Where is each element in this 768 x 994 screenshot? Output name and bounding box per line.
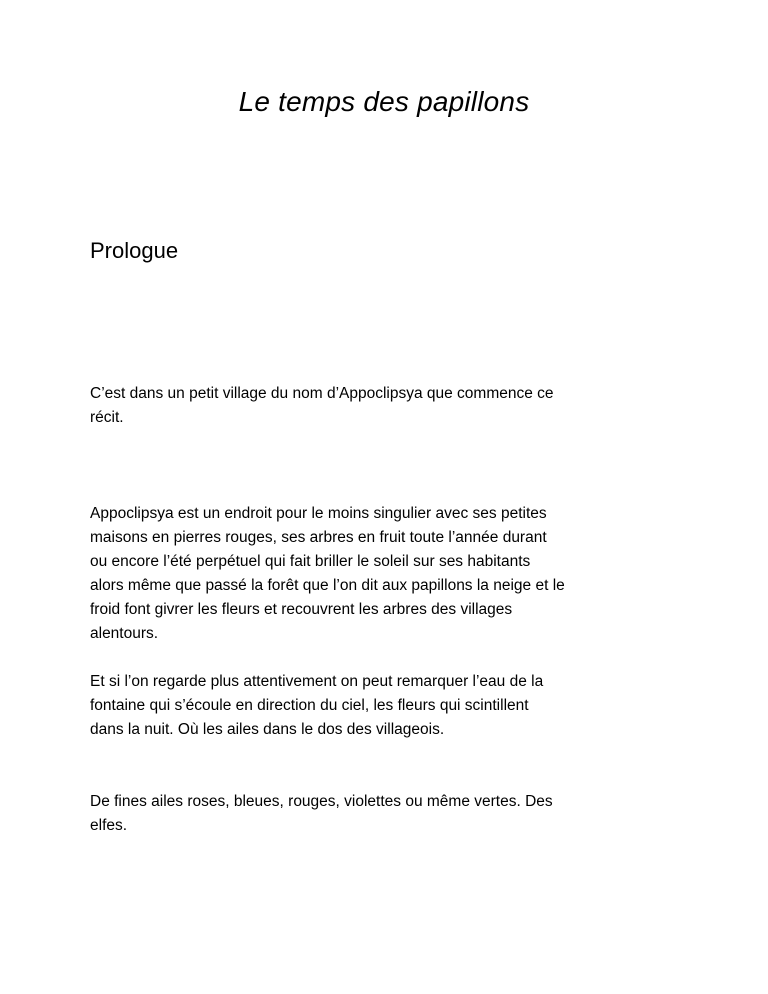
paragraph-line: Et si l’on regarde plus attentivement on peut remarquer l’eau de la xyxy=(90,673,544,690)
paragraph-4 xyxy=(90,790,680,838)
paragraph-line: maisons en pierres rouges, ses arbres en fruit toute l’année durant xyxy=(90,529,547,546)
paragraph-line: récit. xyxy=(90,409,124,426)
paragraph-line: elfes. xyxy=(90,817,128,834)
document-title: Le temps des papillons xyxy=(238,86,530,117)
paragraph-line: dans la nuit. Où les ailes dans le dos des villageois. xyxy=(90,721,445,738)
paragraph-line: froid font givrer les fleurs et recouvrent les arbres des villages xyxy=(90,601,513,618)
paragraph-line: De fines ailes roses, bleues, rouges, violettes ou même vertes. Des xyxy=(90,793,553,810)
paragraph-2 xyxy=(90,502,680,646)
paragraph-1 xyxy=(90,382,680,430)
paragraph-line: fontaine qui s’écoule en direction du ciel, les fleurs qui scintillent xyxy=(90,697,529,714)
paragraph-3 xyxy=(90,670,680,742)
paragraph-line: Appoclipsya est un endroit pour le moins singulier avec ses petites xyxy=(90,505,547,522)
paragraph-line: alors même que passé la forêt que l’on dit aux papillons la neige et le xyxy=(90,577,565,594)
section-heading-prologue: Prologue xyxy=(90,238,179,263)
paragraph-line: alentours. xyxy=(90,625,159,642)
paragraph-line: C’est dans un petit village du nom d’Appoclipsya que commence ce xyxy=(90,385,554,402)
paragraph-line: ou encore l’été perpétuel qui fait briller le soleil sur ses habitants xyxy=(90,553,531,570)
